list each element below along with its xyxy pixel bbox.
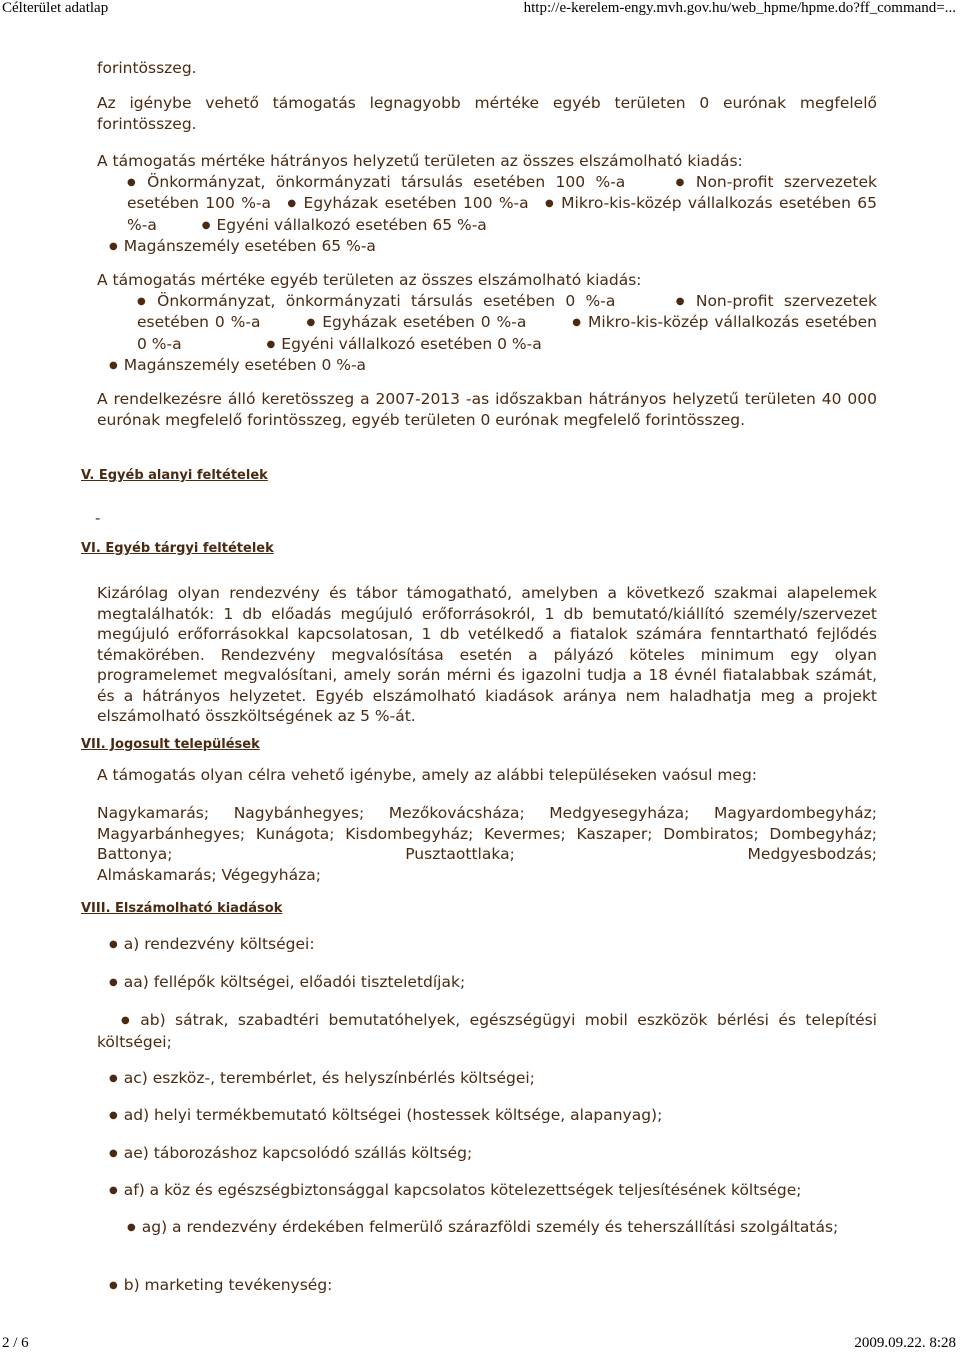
bullet-icon: ● [127,176,142,188]
bullet-icon: ● [137,295,152,307]
paragraph-text: Az igénybe vehető támogatás legnagyobb mértéke egyéb területen 0 eurónak megfelelő forintösszeg. [97,94,877,133]
bullet-icon: ● [675,176,690,188]
rate-item: Önkormányzat, önkormányzati társulás esetében 0 %-a [157,291,616,310]
paragraph-text: forintösszeg. [97,59,197,77]
bullet-icon: ● [121,1015,135,1026]
cost-item [109,1180,877,1202]
section-8-title: VIII. Elszámolható kiadások [81,901,283,916]
rate-item: Egyházak esetében 100 %-a [303,194,529,212]
rate-item: Önkormányzat, önkormányzati társulás esetében 100 %-a [147,172,626,191]
bullet-icon: ● [266,338,276,350]
paragraph-text: A rendelkezésre álló keretösszeg a 2007-2013 -as időszakban hátrányos helyzetű területen 40 000 eurónak megfelelő forintösszeg, egyéb területen 0 eurónak megfelelő forintösszeg. [97,390,877,429]
bullet-icon: ● [109,939,118,950]
section-6-body [97,583,877,727]
bullet-icon: ● [109,977,118,988]
cost-item [109,1105,877,1127]
rate-item: Magánszemély esetében 0 %-a [123,356,367,374]
cost-item-text: ac) eszköz-, terembérlet, és helyszínbérlés költségei; [123,1069,535,1087]
print-datetime: 2009.09.22. 8:28 [854,1335,956,1351]
other-rates [97,270,877,377]
bullet-icon: ● [109,1185,118,1196]
print-header-title: Célterület adatlap [2,0,109,16]
rate-item: Egyházak esetében 0 %-a [322,313,527,331]
bullet-icon: ● [306,317,317,328]
settlement-names-last: Almáskamarás; Végegyháza; [97,865,321,884]
paragraph [97,58,877,79]
cost-item [97,1217,877,1239]
cost-item-text: aa) fellépők költségei, előadói tiszteletdíjak; [123,973,466,991]
rate-item: Non-profit szervezetek esetében 0 %-a [137,291,877,331]
settlement-list [97,803,877,885]
section-5-title: V. Egyéb alanyi feltételek [81,468,268,483]
cost-item [109,1275,877,1297]
cost-item-text: ag) a rendezvény érdekében felmerülő szárazföldi személy és teherszállítási szolgáltatás; [141,1218,839,1236]
section-7-title: VII. Jogosult települések [81,737,260,752]
section-7-intro [97,765,877,786]
cost-item-text: ab) sátrak, szabadtéri bemutatóhelyek, egészségügyi mobil eszközök bérlési és telepítési költségei; [97,1011,877,1051]
print-header-url: http://e-kerelem-engy.mvh.gov.hu/web_hpme/hpme.do?ff_command=... [523,0,956,16]
bullet-icon: ● [109,241,118,252]
cost-item-text: a) rendezvény költségei: [123,935,315,953]
bullet-icon: ● [572,317,583,328]
rate-item: Egyéni vállalkozó esetében 65 %-a [216,215,487,234]
bullet-icon: ● [545,198,556,209]
rates-intro: A támogatás mértéke egyéb területen az összes elszámolható kiadás: [97,271,642,289]
cost-item [109,1068,877,1090]
bullet-icon: ● [127,1222,136,1233]
cost-item [109,934,877,956]
rates-list [97,172,877,237]
rates-list-last [97,236,877,258]
paragraph-text: A támogatás olyan célra vehető igénybe, amely az alábbi településeken vaósul meg: [97,766,758,784]
cost-item-text: ad) helyi termékbemutató költségei (hostessek költsége, alapanyag); [123,1106,663,1124]
budget-paragraph [97,389,877,430]
rate-item: Mikro-kis-közép vállalkozás esetében 65 %-a [127,194,877,234]
bullet-icon: ● [109,1148,118,1159]
bullet-icon: ● [675,295,690,307]
section-5-body: - [95,509,101,527]
cost-item-text: b) marketing tevékenység: [123,1276,333,1294]
rate-item: Magánszemély esetében 65 %-a [123,237,376,255]
rates-list-last [97,355,877,377]
bullet-icon: ● [201,219,211,231]
print-header [0,0,960,20]
paragraph [97,93,877,134]
cost-item-text: af) a köz és egészségbiztonsággal kapcsolatos kötelezettségek teljesítésének költsége; [123,1181,802,1199]
cost-item [109,1143,877,1165]
settlement-names: Nagykamarás; Nagybánhegyes; Mezőkovácsháza; Medgyesegyháza; Magyardombegyház; Magyarbánhegyes; Kunágota; Kisdombegyház; Kevermes; Kaszaper; Dombiratos; Dombegyház; Battonya; Pusztaottlaka; Medgyesbodzás; [97,804,877,863]
bullet-icon: ● [109,1280,118,1291]
rate-item: Mikro-kis-közép vállalkozás esetében 0 %-a [137,313,877,353]
bullet-icon: ● [109,360,118,371]
paragraph-text: Kizárólag olyan rendezvény és tábor támogatható, amelyben a következő szakmai alapelemek megtalálhatók: 1 db előadás megújuló erőforrásokról, 1 db bemutató/kiállító személy/szervezet megújuló erőforrásokkal kapcsolatosan, 1 db vetélkedő a fiatalok számára fenntartható fejlődés témakörében. Rendezvény megvalósítása esetén a pályázó köteles minimum egy olyan programelemet megvalósítani, amely során mérni és igazolni tudja a 18 évnél fiatalabbak számát, és a hátrányos helyzetet. Egyéb elszámolható kiadások aránya nem haladhatja meg a projekt elszámolható összköltségének az 5 %-át. [97,584,877,725]
section-6-title: VI. Egyéb tárgyi feltételek [81,541,274,556]
bullet-icon: ● [109,1110,118,1121]
rate-item: Egyéni vállalkozó esetében 0 %-a [281,334,542,353]
disadvantaged-rates [97,151,877,258]
rates-intro: A támogatás mértéke hátrányos helyzetű területen az összes elszámolható kiadás: [97,152,743,170]
rate-item: Non-profit szervezetek esetében 100 %-a [127,172,877,212]
cost-item [109,972,877,994]
page-number: 2 / 6 [2,1335,29,1351]
rates-list [97,291,877,356]
cost-item [97,1010,877,1052]
bullet-icon: ● [287,198,298,209]
cost-item-text: ae) táborozáshoz kapcsolódó szállás költség; [123,1144,473,1162]
bullet-icon: ● [109,1073,118,1084]
print-footer [0,1335,960,1353]
